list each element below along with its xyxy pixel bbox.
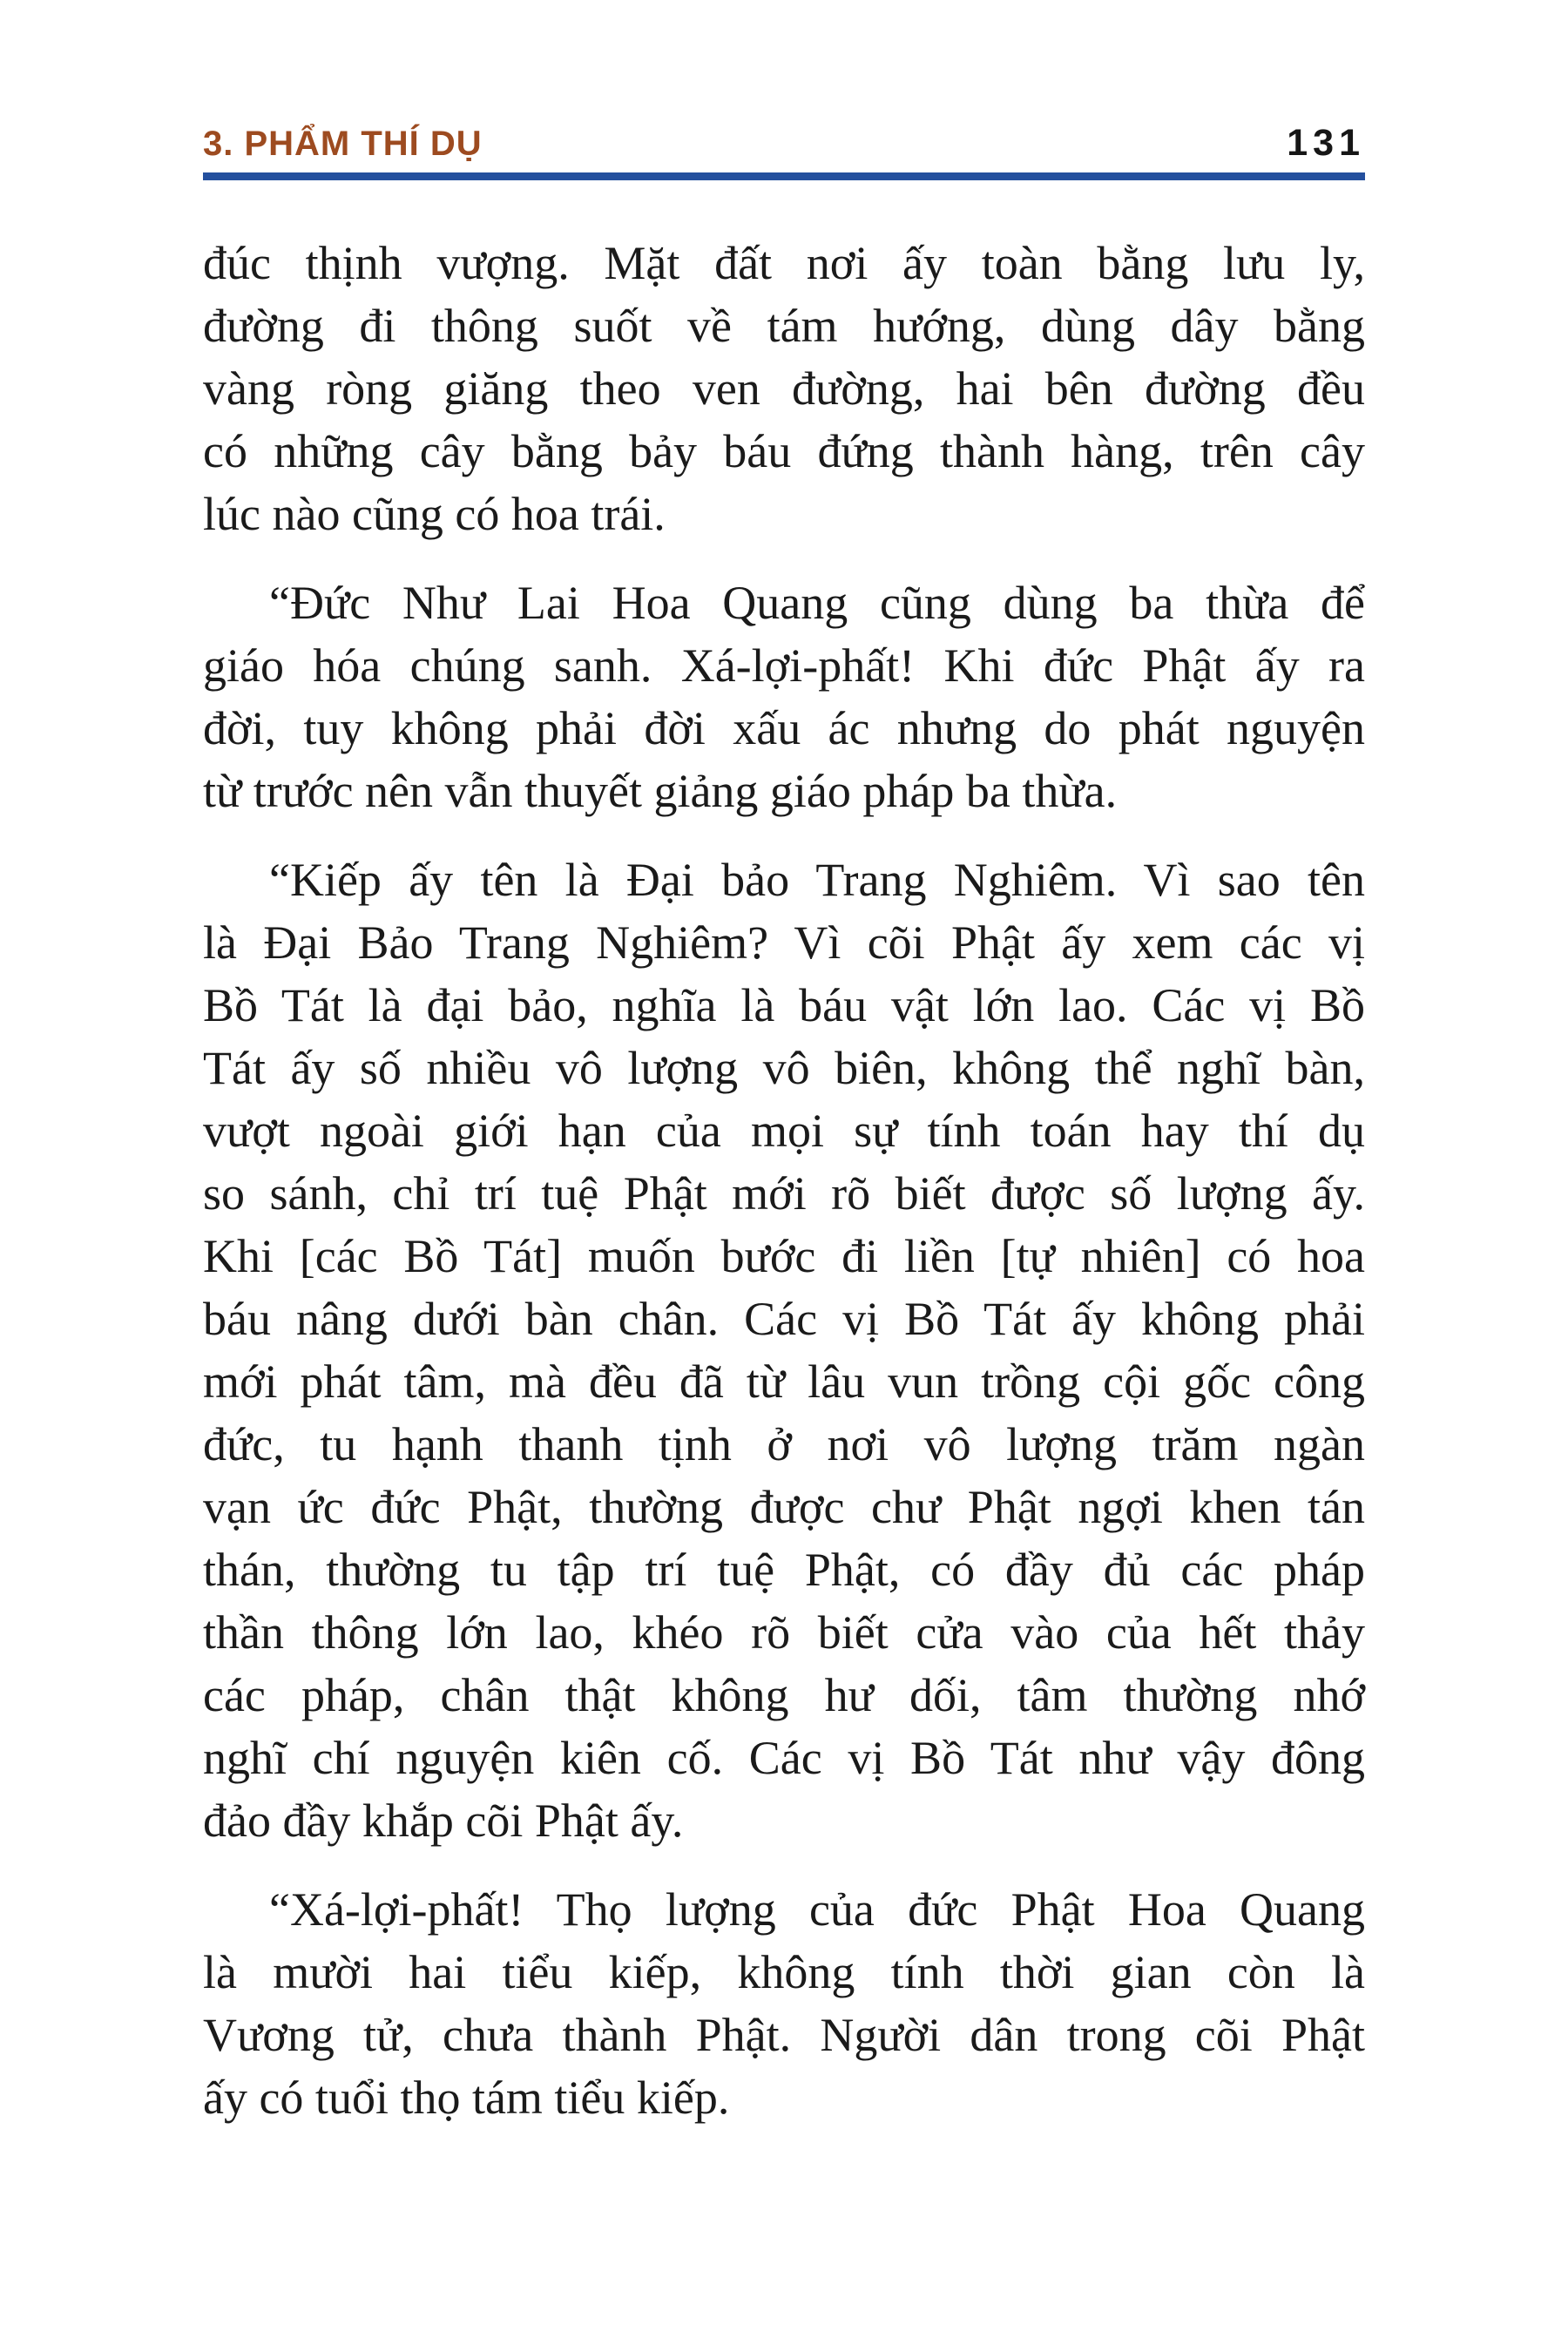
- text-line: báu nâng dưới bàn chân. Các vị Bồ Tát ấy không phải: [203, 1293, 1365, 1345]
- text-line: vàng ròng giăng theo ven đường, hai bên đường đều: [203, 362, 1365, 415]
- text-line: đường đi thông suốt về tám hướng, dùng dây bằng: [203, 300, 1365, 352]
- text-line: “Kiếp ấy tên là Đại bảo Trang Nghiêm. Vì sao tên: [269, 854, 1365, 906]
- text-line: là mười hai tiểu kiếp, không tính thời gian còn là: [203, 1946, 1365, 1998]
- text-line: các pháp, chân thật không hư dối, tâm thường nhớ: [203, 1669, 1365, 1721]
- body-text: [203, 232, 1365, 2129]
- text-line: là Đại Bảo Trang Nghiêm? Vì cõi Phật ấy xem các vị: [203, 916, 1365, 969]
- text-line: đúc thịnh vượng. Mặt đất nơi ấy toàn bằng lưu ly,: [203, 237, 1365, 289]
- paragraph: [203, 848, 1365, 1852]
- page-number: 131: [1287, 122, 1365, 164]
- text-line: từ trước nên vẫn thuyết giảng giáo pháp ba thừa.: [203, 765, 1118, 817]
- text-line: mới phát tâm, mà đều đã từ lâu vun trồng cội gốc công: [203, 1355, 1365, 1408]
- text-line: “Đức Như Lai Hoa Quang cũng dùng ba thừa để: [269, 577, 1365, 629]
- text-line: lúc nào cũng có hoa trái.: [203, 488, 666, 540]
- text-line: nghĩ chí nguyện kiên cố. Các vị Bồ Tát như vậy đông: [203, 1732, 1365, 1784]
- text-line: đảo đầy khắp cõi Phật ấy.: [203, 1794, 684, 1847]
- text-line: giáo hóa chúng sanh. Xá-lợi-phất! Khi đức Phật ấy ra: [203, 639, 1365, 692]
- text-line: có những cây bằng bảy báu đứng thành hàng, trên cây: [203, 425, 1365, 477]
- text-line: ấy có tuổi thọ tám tiểu kiếp.: [203, 2072, 730, 2124]
- text-line: Bồ Tát là đại bảo, nghĩa là báu vật lớn lao. Các vị Bồ: [203, 979, 1365, 1031]
- chapter-title: 3. PHẨM THÍ DỤ: [203, 125, 483, 163]
- text-line: Vương tử, chưa thành Phật. Người dân trong cõi Phật: [203, 2009, 1365, 2061]
- text-line: thần thông lớn lao, khéo rõ biết cửa vào của hết thảy: [203, 1606, 1365, 1659]
- text-line: vạn ức đức Phật, thường được chư Phật ngợi khen tán: [203, 1481, 1365, 1533]
- header-rule: [203, 172, 1365, 180]
- text-line: thán, thường tu tập trí tuệ Phật, có đầy đủ các pháp: [203, 1544, 1365, 1596]
- text-line: Khi [các Bồ Tát] muốn bước đi liền [tự nhiên] có hoa: [203, 1230, 1365, 1282]
- text-line: “Xá-lợi-phất! Thọ lượng của đức Phật Hoa Quang: [269, 1883, 1365, 1936]
- page-header: [203, 122, 1365, 165]
- text-line: đời, tuy không phải đời xấu ác nhưng do phát nguyện: [203, 702, 1365, 754]
- paragraph: [203, 571, 1365, 822]
- paragraph: [203, 1878, 1365, 2129]
- text-line: vượt ngoài giới hạn của mọi sự tính toán hay thí dụ: [203, 1105, 1365, 1157]
- text-line: Tát ấy số nhiều vô lượng vô biên, không thể nghĩ bàn,: [203, 1042, 1365, 1094]
- text-line: so sánh, chỉ trí tuệ Phật mới rõ biết được số lượng ấy.: [203, 1167, 1365, 1220]
- text-line: đức, tu hạnh thanh tịnh ở nơi vô lượng trăm ngàn: [203, 1418, 1365, 1470]
- paragraph: [203, 232, 1365, 545]
